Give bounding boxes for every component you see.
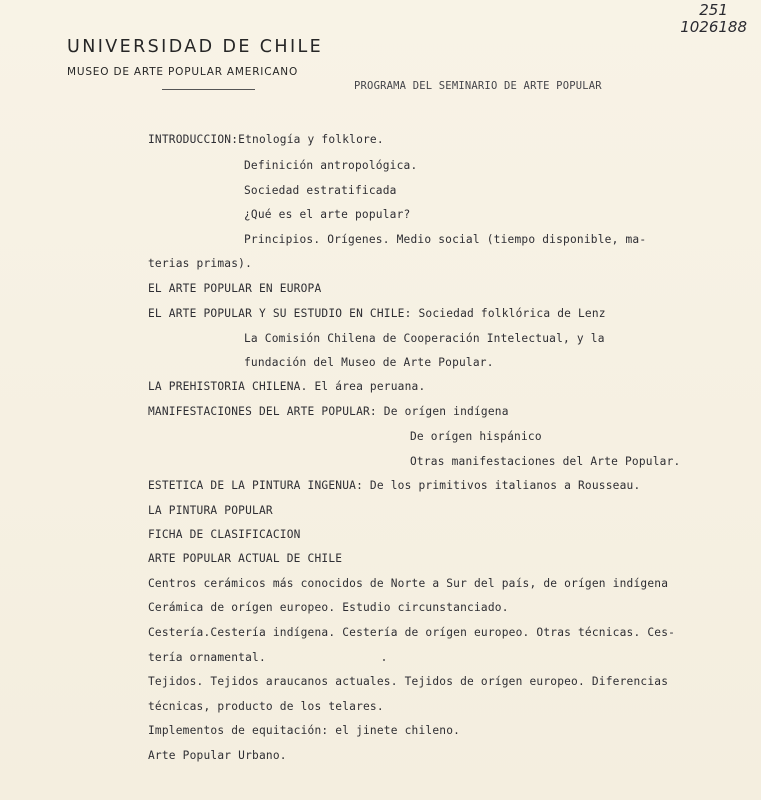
program-line: terias primas). [148,257,253,270]
program-line: técnicas, producto de los telares. [148,700,384,713]
program-line: De orígen hispánico [410,430,542,443]
program-line: INTRODUCCION:Etnología y folklore. [148,133,384,146]
program-line: FICHA DE CLASIFICACION [148,528,301,541]
program-line: MANIFESTACIONES DEL ARTE POPULAR: De orígen indígena [148,405,509,418]
archive-reference [680,2,747,36]
program-line: Implementos de equitación: el jinete chileno. [148,724,461,737]
program-line: fundación del Museo de Arte Popular. [244,356,494,369]
program-line: ESTETICA DE LA PINTURA INGENUA: De los primitivos italianos a Rousseau. [148,479,641,492]
program-line: ¿Qué es el arte popular? [244,208,411,221]
ink-speck [383,659,385,661]
letterhead-divider [162,89,255,90]
program-line: LA PREHISTORIA CHILENA. El área peruana. [148,380,426,393]
program-line: Otras manifestaciones del Arte Popular. [410,455,681,468]
program-line: tería ornamental. [148,651,266,664]
program-line: La Comisión Chilena de Cooperación Intelectual, y la [244,332,605,345]
program-line: Definición antropológica. [244,159,418,172]
program-line: Cerámica de orígen europeo. Estudio circunstanciado. [148,601,509,614]
program-line: Sociedad estratificada [244,184,397,197]
program-line: ARTE POPULAR ACTUAL DE CHILE [148,552,343,565]
program-line: Cestería.Cestería indígena. Cestería de orígen europeo. Otras técnicas. Ces- [148,626,676,639]
archive-ref-number: 251 [699,1,728,19]
program-line: Centros cerámicos más conocidos de Norte a Sur del país, de orígen indígena [148,577,669,590]
program-line: Principios. Orígenes. Medio social (tiempo disponible, ma- [244,233,647,246]
program-line: EL ARTE POPULAR Y SU ESTUDIO EN CHILE: Sociedad folklórica de Lenz [148,307,606,320]
document-title: PROGRAMA DEL SEMINARIO DE ARTE POPULAR [354,80,602,92]
program-line: Arte Popular Urbano. [148,749,287,762]
letterhead-department: MUSEO DE ARTE POPULAR AMERICANO [67,66,299,78]
program-line: Tejidos. Tejidos araucanos actuales. Tejidos de orígen europeo. Diferencias [148,675,669,688]
program-line: EL ARTE POPULAR EN EUROPA [148,282,322,295]
program-line: LA PINTURA POPULAR [148,504,273,517]
letterhead-institution: UNIVERSIDAD DE CHILE [67,37,324,57]
archive-ref-code: 1026188 [680,18,747,36]
